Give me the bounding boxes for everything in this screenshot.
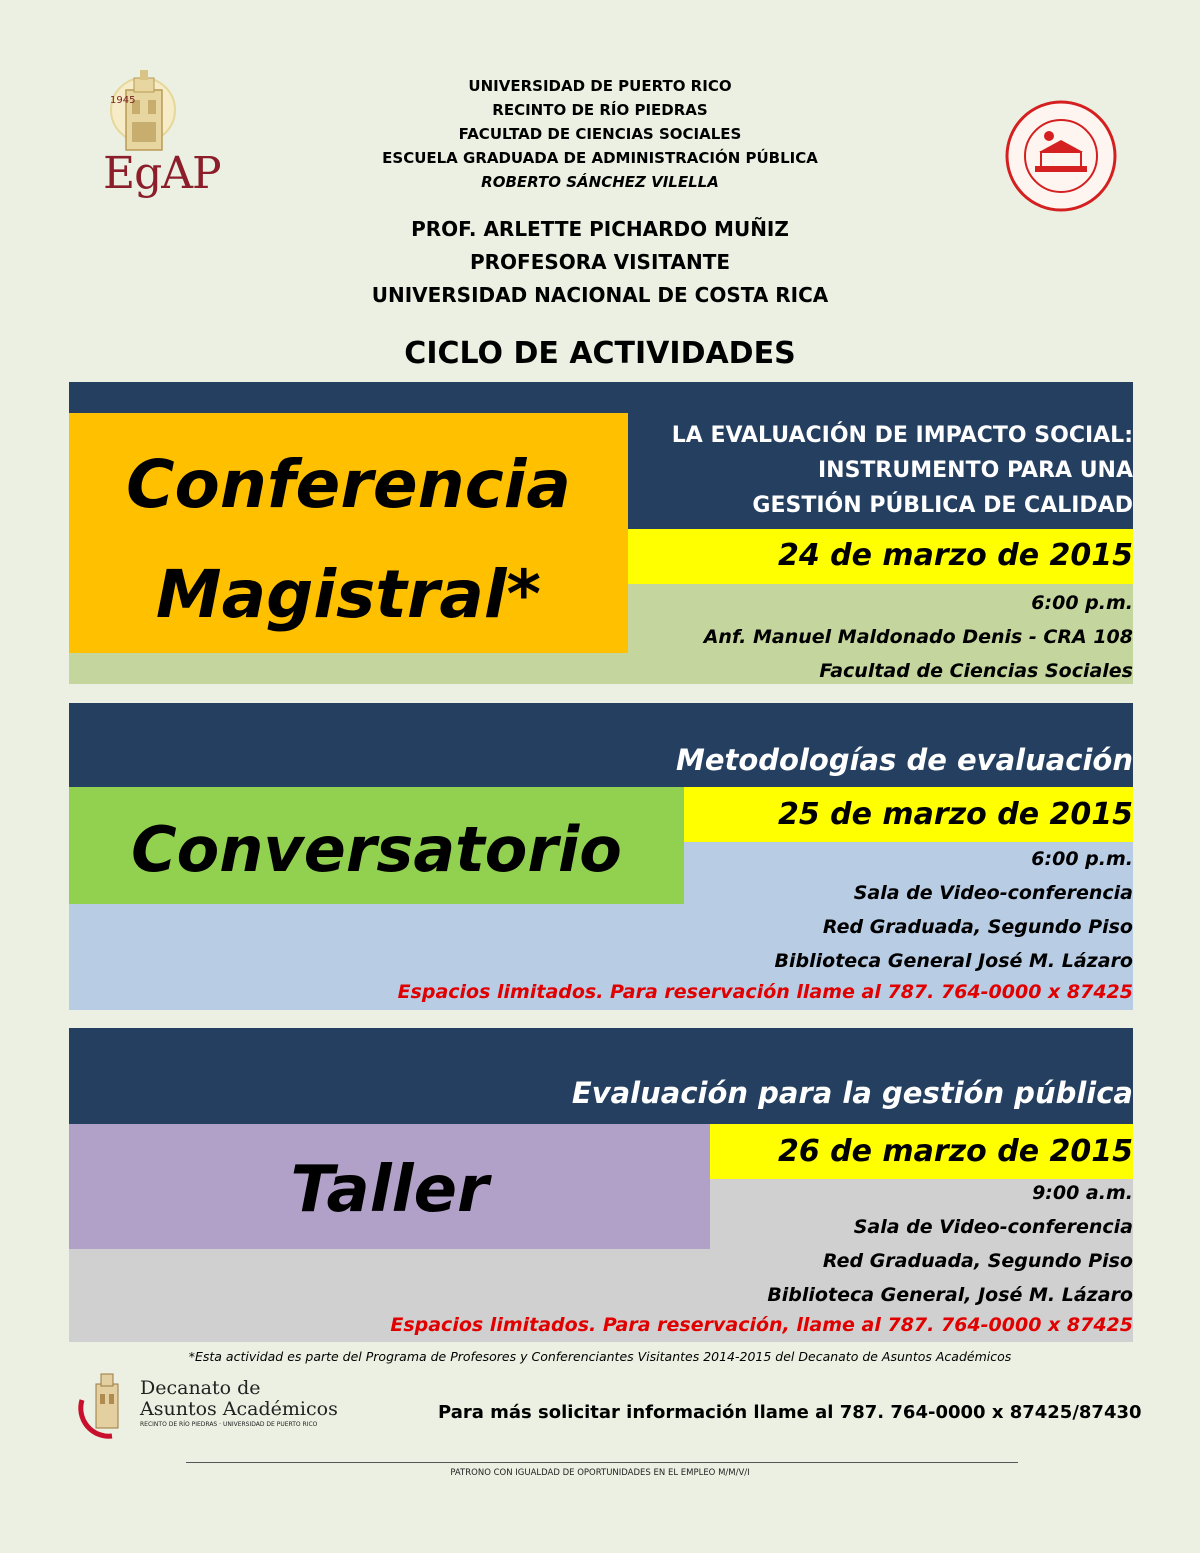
egap-year: 1945 — [110, 95, 136, 106]
event1-title-line2: Magistral* — [155, 556, 542, 633]
decanato-line1: Decanato de — [140, 1377, 261, 1399]
event3-place3: Biblioteca General, José M. Lázaro — [767, 1284, 1133, 1306]
event1-details — [500, 586, 1200, 688]
equal-opportunity-note: PATRONO CON IGUALDAD DE OPORTUNIDADES EN EL EMPLEO M/M/V/I — [450, 1468, 750, 1478]
decanato-line2: Asuntos Académicos — [140, 1398, 338, 1420]
cycle-title: CICLO DE ACTIVIDADES — [404, 336, 796, 371]
event3-place1: Sala de Video-conferencia — [853, 1216, 1133, 1238]
event1-place2: Facultad de Ciencias Sociales — [819, 660, 1133, 682]
event1-subtitle-line2: INSTRUMENTO PARA UNA — [817, 458, 1133, 483]
school-namesake: ROBERTO SÁNCHEZ VILELLA — [481, 173, 719, 191]
event2-title: Conversatorio — [131, 813, 622, 886]
event3-date: 26 de marzo de 2015 — [777, 1134, 1133, 1169]
program-note: *Esta actividad es parte del Programa de Profesores y Conferenciantes Visitantes 2014-2015 del Decanato de Asuntos Académicos — [188, 1349, 1012, 1364]
footer-divider — [186, 1462, 1018, 1463]
event1-subtitle-line1: LA EVALUACIÓN DE IMPACTO SOCIAL: — [671, 423, 1133, 448]
event1-subtitle — [628, 418, 1200, 523]
event1-place1: Anf. Manuel Maldonado Denis - CRA 108 — [703, 626, 1133, 648]
professor-block — [300, 213, 900, 312]
event3-details — [500, 1176, 1200, 1312]
decanato-name — [140, 1378, 338, 1429]
event2-time: 6:00 p.m. — [1031, 848, 1133, 870]
event3-reservation-note: Espacios limitados. Para reservación, llame al 787. 764-0000 x 87425 — [390, 1314, 1133, 1336]
event3-place2: Red Graduada, Segundo Piso — [822, 1250, 1133, 1272]
university-seal — [1005, 100, 1117, 212]
university-name: UNIVERSIDAD DE PUERTO RICO — [468, 77, 732, 95]
event2-place3: Biblioteca General José M. Lázaro — [774, 950, 1133, 972]
event1-subtitle-line3: GESTIÓN PÚBLICA DE CALIDAD — [752, 493, 1133, 518]
event3-time: 9:00 a.m. — [1032, 1182, 1133, 1204]
event1-date: 24 de marzo de 2015 — [777, 538, 1133, 573]
decanato-subline: RECINTO DE RÍO PIEDRAS · UNIVERSIDAD DE PUERTO RICO — [140, 1421, 318, 1428]
contact-info: Para más solicitar información llame al 787. 764-0000 x 87425/87430 — [438, 1402, 1142, 1423]
event1-time: 6:00 p.m. — [1031, 592, 1133, 614]
egap-text: EgAP — [103, 148, 221, 199]
event2-date: 25 de marzo de 2015 — [777, 797, 1133, 832]
professor-name: PROF. ARLETTE PICHARDO MUÑIZ — [411, 217, 789, 241]
faculty-name: FACULTAD DE CIENCIAS SOCIALES — [458, 125, 742, 143]
school-name: ESCUELA GRADUADA DE ADMINISTRACIÓN PÚBLICA — [382, 149, 818, 167]
institution-header — [300, 74, 900, 194]
campus-name: RECINTO DE RÍO PIEDRAS — [492, 101, 708, 119]
event3-subtitle: Evaluación para la gestión pública — [571, 1076, 1133, 1110]
event2-place1: Sala de Video-conferencia — [853, 882, 1133, 904]
event2-subtitle: Metodologías de evaluación — [675, 743, 1133, 777]
event2-reservation-note: Espacios limitados. Para reservación llame al 787. 764-0000 x 87425 — [397, 981, 1133, 1003]
event2-place2: Red Graduada, Segundo Piso — [822, 916, 1133, 938]
professor-institution: UNIVERSIDAD NACIONAL DE COSTA RICA — [371, 283, 829, 307]
event2-details — [500, 842, 1200, 978]
event3-title: Taller — [290, 1153, 489, 1227]
professor-role: PROFESORA VISITANTE — [469, 250, 730, 274]
event1-title-line1: Conferencia — [126, 446, 571, 523]
